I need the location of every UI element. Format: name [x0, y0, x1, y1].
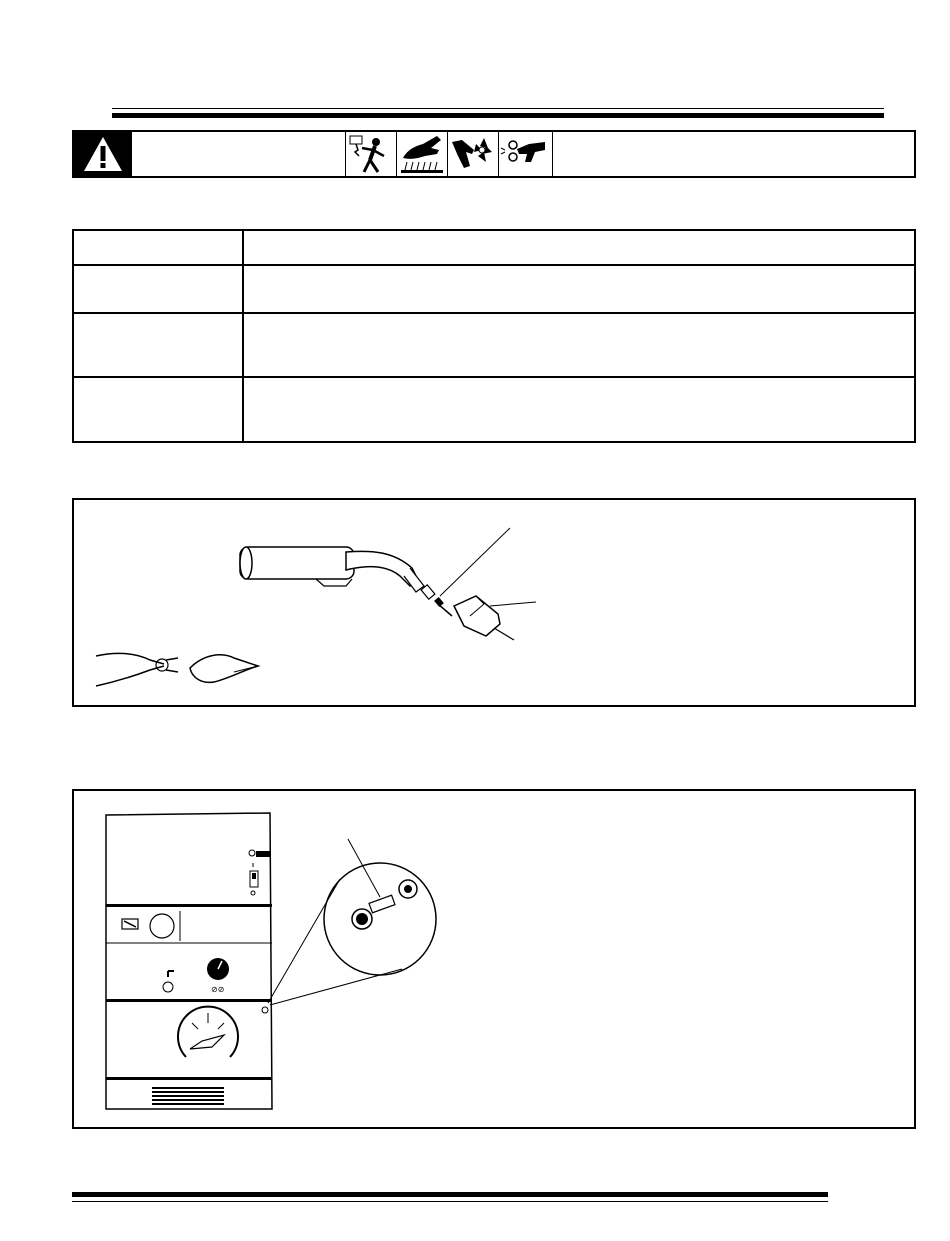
footer-rule-thick	[72, 1192, 828, 1197]
header-rule-thin	[112, 108, 884, 109]
table-row	[73, 230, 915, 265]
control-panel-illustration	[74, 791, 914, 1127]
welding-gun-illustration	[74, 500, 914, 705]
table-cell-task	[243, 313, 915, 377]
table-cell-task	[243, 230, 915, 265]
table-row	[73, 265, 915, 313]
footer-rule-thin	[72, 1201, 828, 1202]
warning-bar	[72, 130, 916, 178]
electric-shock-icon	[346, 132, 397, 176]
moving-parts-icon	[448, 132, 499, 176]
pliers-icon	[96, 653, 178, 686]
hazard-icons	[345, 132, 553, 176]
table-cell-interval	[73, 230, 243, 265]
table-cell-interval	[73, 313, 243, 377]
maintenance-table	[72, 229, 916, 443]
needle-nose-pliers-icon	[190, 655, 258, 683]
exclamation-triangle-icon	[74, 132, 132, 176]
header-rule-thick	[112, 113, 884, 118]
pinch-point-icon	[499, 132, 550, 176]
table-row	[73, 377, 915, 442]
table-cell-interval	[73, 377, 243, 442]
figure-panel-box	[72, 789, 916, 1129]
table-row	[73, 313, 915, 377]
table-cell-interval	[73, 265, 243, 313]
table-cell-task	[243, 377, 915, 442]
table-cell-task	[243, 265, 915, 313]
figure-gun-box	[72, 498, 916, 707]
hot-surface-icon	[397, 132, 448, 176]
warning-symbol-box	[74, 132, 132, 176]
svg-text:⊘⊘: ⊘⊘	[211, 985, 225, 994]
